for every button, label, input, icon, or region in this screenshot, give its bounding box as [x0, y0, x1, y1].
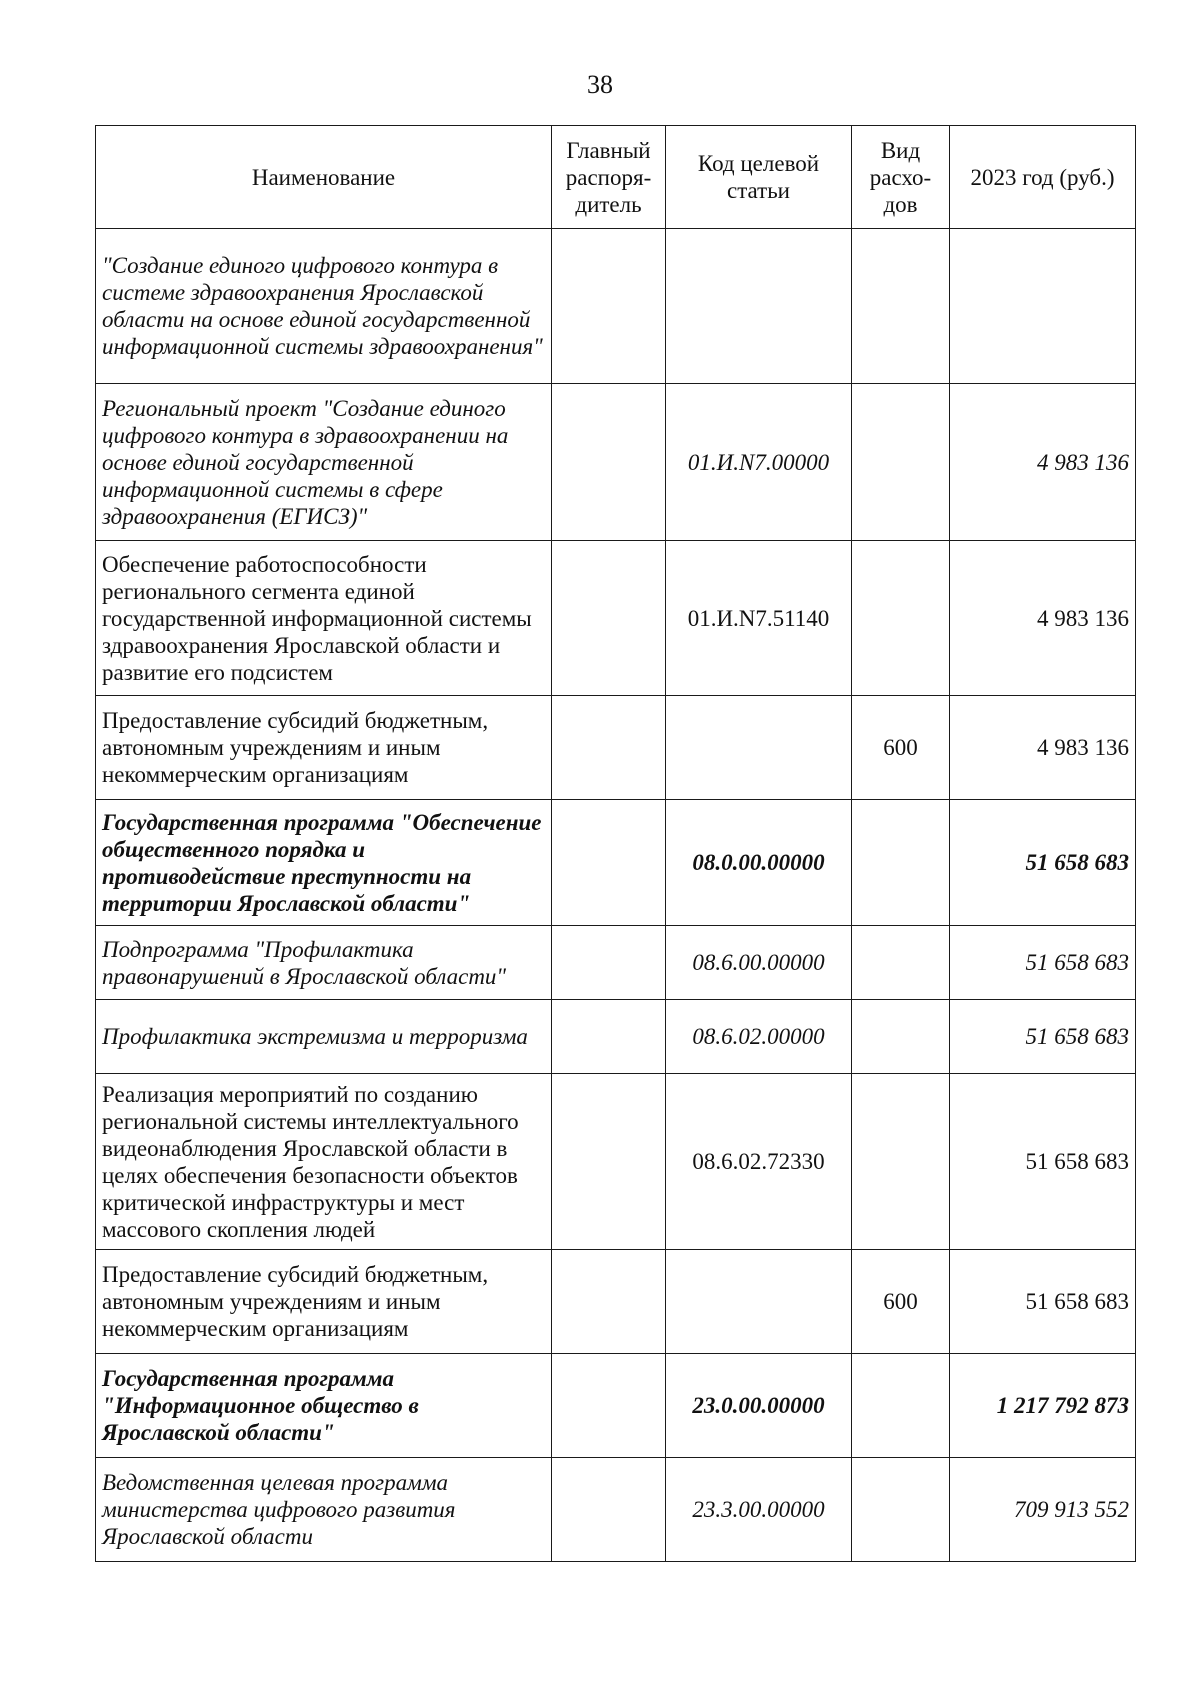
- row-code-cell: 08.0.00.00000: [666, 800, 852, 926]
- row-code-cell: 08.6.00.00000: [666, 926, 852, 1000]
- table-row: [96, 229, 1136, 384]
- row-amount-cell: 51 658 683: [950, 1250, 1136, 1354]
- row-type-cell: [852, 1074, 950, 1250]
- row-amount-cell: 51 658 683: [950, 1000, 1136, 1074]
- row-manager-cell: [552, 1458, 666, 1562]
- page-number: 38: [587, 70, 613, 99]
- row-name-cell: Государственная программа "Информационное общество в Ярославской области": [96, 1354, 552, 1458]
- row-type-cell: [852, 229, 950, 384]
- row-code-cell: [666, 696, 852, 800]
- row-manager-cell: [552, 800, 666, 926]
- header-amount: 2023 год (руб.): [950, 126, 1136, 229]
- table-row: [96, 1354, 1136, 1458]
- row-amount-cell: 4 983 136: [950, 696, 1136, 800]
- header-name: Наименование: [96, 126, 552, 229]
- row-type-cell: 600: [852, 696, 950, 800]
- header-code: Код целевой статьи: [666, 126, 852, 229]
- row-amount-cell: 4 983 136: [950, 541, 1136, 696]
- table-row: [96, 1458, 1136, 1562]
- row-amount-cell: 51 658 683: [950, 926, 1136, 1000]
- row-code-cell: 01.И.N7.51140: [666, 541, 852, 696]
- row-name-cell: Ведомственная целевая программа министерства цифрового развития Ярославской области: [96, 1458, 552, 1562]
- table-row: [96, 800, 1136, 926]
- row-manager-cell: [552, 541, 666, 696]
- row-name-cell: Предоставление субсидий бюджетным, автономным учреждениям и иным некоммерческим организациям: [96, 696, 552, 800]
- row-code-cell: 23.0.00.00000: [666, 1354, 852, 1458]
- table-header-row: [96, 126, 1136, 229]
- row-type-cell: [852, 1000, 950, 1074]
- table-row: [96, 926, 1136, 1000]
- table-row: [96, 1074, 1136, 1250]
- row-manager-cell: [552, 384, 666, 541]
- row-amount-cell: 51 658 683: [950, 1074, 1136, 1250]
- row-name-cell: Государственная программа "Обеспечение общественного порядка и противодействие преступности на территории Ярославской области": [96, 800, 552, 926]
- row-name-cell: Подпрограмма "Профилактика правонарушений в Ярославской области": [96, 926, 552, 1000]
- row-type-cell: [852, 384, 950, 541]
- row-manager-cell: [552, 696, 666, 800]
- budget-table: [95, 125, 1136, 1562]
- table-row: [96, 696, 1136, 800]
- row-type-cell: [852, 926, 950, 1000]
- table-row: [96, 384, 1136, 541]
- row-type-cell: [852, 1458, 950, 1562]
- table-row: [96, 1250, 1136, 1354]
- row-name-cell: "Создание единого цифрового контура в системе здравоохранения Ярославской области на основе единой государственной информационной системы здравоохранения": [96, 229, 552, 384]
- row-manager-cell: [552, 926, 666, 1000]
- row-code-cell: [666, 1250, 852, 1354]
- row-manager-cell: [552, 1354, 666, 1458]
- row-amount-cell: 51 658 683: [950, 800, 1136, 926]
- header-type: Вид расхо-дов: [852, 126, 950, 229]
- row-type-cell: [852, 1354, 950, 1458]
- row-manager-cell: [552, 1000, 666, 1074]
- row-name-cell: Реализация мероприятий по созданию региональной системы интеллектуального видеонаблюдения Ярославской области в целях обеспечения безопасности объектов критической инфраструктуры и мест массового скопления людей: [96, 1074, 552, 1250]
- row-name-cell: Предоставление субсидий бюджетным, автономным учреждениям и иным некоммерческим организациям: [96, 1250, 552, 1354]
- row-name-cell: Региональный проект "Создание единого цифрового контура в здравоохранении на основе единой государственной информационной системы в сфере здравоохранения (ЕГИСЗ)": [96, 384, 552, 541]
- row-type-cell: 600: [852, 1250, 950, 1354]
- row-manager-cell: [552, 1074, 666, 1250]
- table-body: [96, 229, 1136, 1562]
- row-name-cell: Профилактика экстремизма и терроризма: [96, 1000, 552, 1074]
- row-manager-cell: [552, 1250, 666, 1354]
- row-code-cell: 08.6.02.00000: [666, 1000, 852, 1074]
- row-amount-cell: [950, 229, 1136, 384]
- row-manager-cell: [552, 229, 666, 384]
- row-name-cell: Обеспечение работоспособности регионального сегмента единой государственной информационной системы здравоохранения Ярославской области и развитие его подсистем: [96, 541, 552, 696]
- row-code-cell: 23.3.00.00000: [666, 1458, 852, 1562]
- row-type-cell: [852, 541, 950, 696]
- header-manager: Главный распоря-дитель: [552, 126, 666, 229]
- row-code-cell: 01.И.N7.00000: [666, 384, 852, 541]
- table-row: [96, 541, 1136, 696]
- table-row: [96, 1000, 1136, 1074]
- row-amount-cell: 1 217 792 873: [950, 1354, 1136, 1458]
- row-code-cell: [666, 229, 852, 384]
- row-amount-cell: 709 913 552: [950, 1458, 1136, 1562]
- row-amount-cell: 4 983 136: [950, 384, 1136, 541]
- row-code-cell: 08.6.02.72330: [666, 1074, 852, 1250]
- row-type-cell: [852, 800, 950, 926]
